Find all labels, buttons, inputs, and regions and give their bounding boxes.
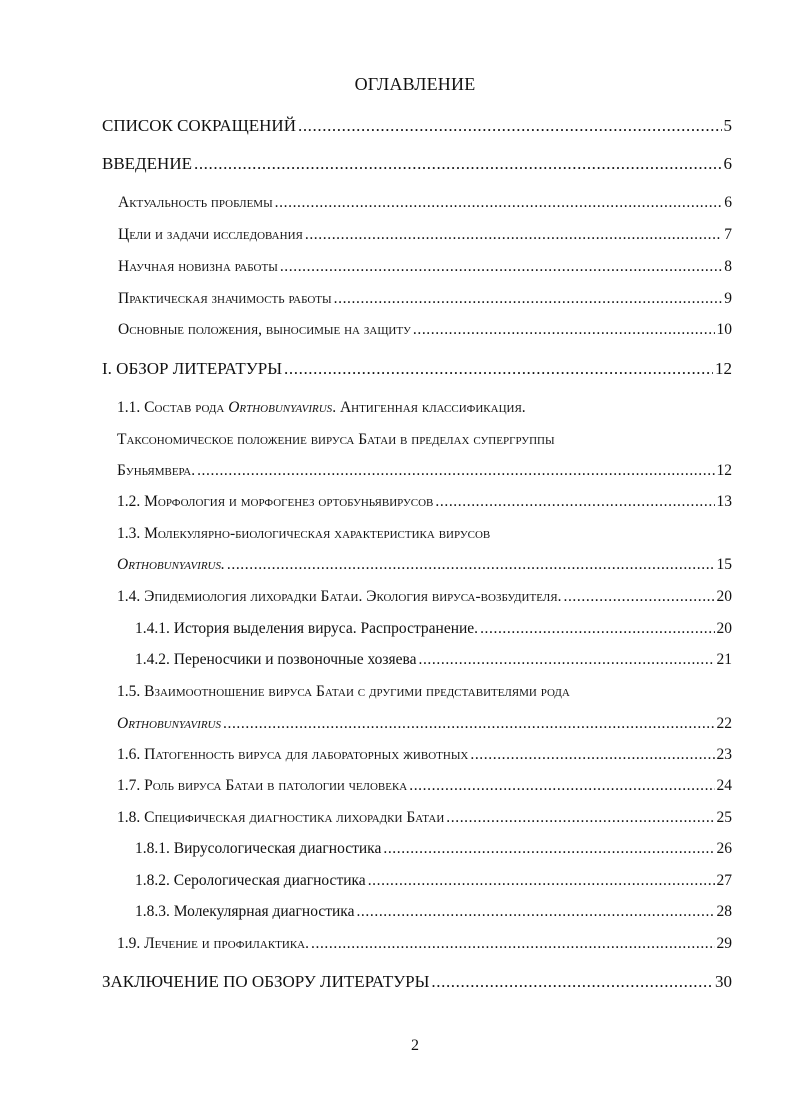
dot-leader [413, 321, 715, 339]
toc-entry-text: 1.9. Лечение и профилактика. [117, 935, 309, 952]
toc-entry-text: 1.2. Морфология и морфогенез ортобуньявирусов [117, 493, 434, 510]
toc-entry-1-6[interactable] [117, 746, 732, 764]
toc-entry-text: Orthobunyavirus. [117, 556, 225, 573]
dot-leader [480, 620, 714, 638]
toc-entry-1-4-2[interactable] [135, 651, 732, 669]
page-title: ОГЛАВЛЕНИЕ [354, 74, 476, 94]
toc-entry-relevance[interactable] [118, 194, 732, 212]
toc-page-number: 10 [716, 321, 732, 338]
toc-entry-text: I. ОБЗОР ЛИТЕРАТУРЫ [102, 359, 283, 378]
toc-page-number: 7 [724, 226, 732, 243]
dot-leader [356, 903, 714, 921]
dot-leader [435, 493, 714, 511]
toc-entry-abbreviations[interactable] [102, 116, 732, 136]
toc-entry-text: Практическая значимость работы [118, 290, 332, 307]
toc-entry-defense-points[interactable] [118, 321, 732, 339]
toc-page-number: 22 [716, 715, 732, 732]
toc-entry-text: 1.8.2. Серологическая диагностика [135, 872, 366, 889]
toc-page-number: 27 [716, 872, 732, 889]
toc-entry-text: ВВЕДЕНИЕ [102, 154, 192, 173]
dot-leader [194, 154, 722, 174]
toc-entry-text: Актуальность проблемы [118, 194, 273, 211]
dot-leader [280, 258, 722, 276]
toc-entry-introduction[interactable] [102, 154, 732, 174]
toc-entry-text: 1.5. Взаимоотношение вируса Батаи с другими представителями рода [117, 683, 570, 700]
toc-entry-text: Буньямвера. [117, 462, 196, 479]
toc-entry-1-1-line1[interactable] [117, 399, 732, 417]
dot-leader [227, 556, 715, 574]
toc-entry-1-8[interactable] [117, 809, 732, 827]
toc-entry-1-8-1[interactable] [135, 840, 732, 858]
toc-page-number: 20 [716, 620, 732, 637]
toc-page-number: 28 [716, 903, 732, 920]
toc-page-number: 13 [716, 493, 732, 510]
toc-page-number: 5 [723, 116, 732, 135]
toc-entry-1-7[interactable] [117, 777, 732, 795]
toc-entry-significance[interactable] [118, 290, 732, 308]
toc-entry-text: 1.6. Патогенность вируса для лабораторных животных [117, 746, 469, 763]
dot-leader [431, 972, 713, 992]
toc-page-number: 20 [716, 588, 732, 605]
dot-leader [446, 809, 714, 827]
toc-entry-text: 1.1. Состав рода Orthobunyavirus. Антигенная классификация. [117, 399, 526, 416]
toc-entry-text: ЗАКЛЮЧЕНИЕ ПО ОБЗОРУ ЛИТЕРАТУРЫ [102, 972, 430, 991]
toc-entry-1-1-line3[interactable] [117, 462, 732, 480]
toc-page-number: 6 [724, 194, 732, 211]
dot-leader [334, 290, 723, 308]
toc-entry-text: 1.3. Молекулярно-биологическая характеристика вирусов [117, 525, 491, 542]
toc-page-number: 30 [715, 972, 732, 991]
toc-entry-text: Таксономическое положение вируса Батаи в пределах супергруппы [117, 431, 555, 448]
toc-entry-1-3-line1[interactable] [117, 525, 732, 543]
dot-leader [197, 462, 714, 480]
dot-leader [311, 935, 715, 953]
toc-page-number: 6 [723, 154, 732, 173]
toc-entry-1-3-line2[interactable] [117, 556, 732, 574]
toc-entry-1-4[interactable] [117, 588, 732, 606]
toc-entry-text: Научная новизна работы [118, 258, 278, 275]
toc-entry-1-8-2[interactable] [135, 872, 732, 890]
dot-leader [470, 746, 714, 764]
dot-leader [305, 226, 722, 244]
toc-page-number: 23 [716, 746, 732, 763]
toc-entry-1-2[interactable] [117, 493, 732, 511]
toc-entry-1-5-line1[interactable] [117, 683, 732, 701]
dot-leader [409, 777, 714, 795]
dot-leader [298, 116, 722, 136]
toc-entry-text: 1.8.3. Молекулярная диагностика [135, 903, 355, 920]
dot-leader [368, 872, 715, 890]
dot-leader [418, 651, 714, 669]
toc-page-number: 12 [715, 359, 732, 378]
toc-entry-text: 1.8. Специфическая диагностика лихорадки Батаи [117, 809, 445, 826]
toc-entry-goals[interactable] [118, 226, 732, 244]
toc-entry-1-8-3[interactable] [135, 903, 732, 921]
toc-page-number: 24 [716, 777, 732, 794]
toc-entry-text: СПИСОК СОКРАЩЕНИЙ [102, 116, 296, 135]
dot-leader [284, 359, 713, 379]
dot-leader [223, 715, 715, 733]
dot-leader [275, 194, 723, 212]
toc-entry-text: 1.7. Роль вируса Батаи в патологии человека [117, 777, 408, 794]
toc-page-number: 25 [716, 809, 732, 826]
toc-entry-text: 1.4.1. История выделения вируса. Распространение. [135, 620, 479, 637]
toc-entry-text: Основные положения, выносимые на защиту [118, 321, 411, 338]
toc-entry-literature-review[interactable] [102, 359, 732, 379]
toc-entry-1-9[interactable] [117, 935, 732, 953]
toc-entry-text: 1.4. Эпидемиология лихорадки Батаи. Экология вируса-возбудителя. [117, 588, 562, 605]
toc-entry-conclusion[interactable] [102, 972, 732, 992]
toc-entry-text: Цели и задачи исследования [118, 226, 303, 243]
toc-page-number: 8 [724, 258, 732, 275]
toc-page-number: 29 [716, 935, 732, 952]
toc-page-number: 9 [724, 290, 732, 307]
toc-page-number: 12 [716, 462, 732, 479]
genus-name: Orthobunyavirus [228, 399, 333, 416]
toc-entry-1-1-line2[interactable] [117, 431, 732, 449]
page-number: 2 [411, 1037, 419, 1054]
toc-entry-text: 1.4.2. Переносчики и позвоночные хозяева [135, 651, 417, 668]
toc-entry-novelty[interactable] [118, 258, 732, 276]
toc-entry-text: 1.8.1. Вирусологическая диагностика [135, 840, 382, 857]
dot-leader [383, 840, 714, 858]
toc-entry-1-5-line2[interactable] [117, 715, 732, 733]
toc-page-number: 26 [716, 840, 732, 857]
dot-leader [563, 588, 714, 606]
toc-entry-1-4-1[interactable] [135, 620, 732, 638]
toc-page-number: 21 [716, 651, 732, 668]
toc-page-number: 15 [716, 556, 732, 573]
toc-entry-text: Orthobunyavirus [117, 715, 221, 732]
